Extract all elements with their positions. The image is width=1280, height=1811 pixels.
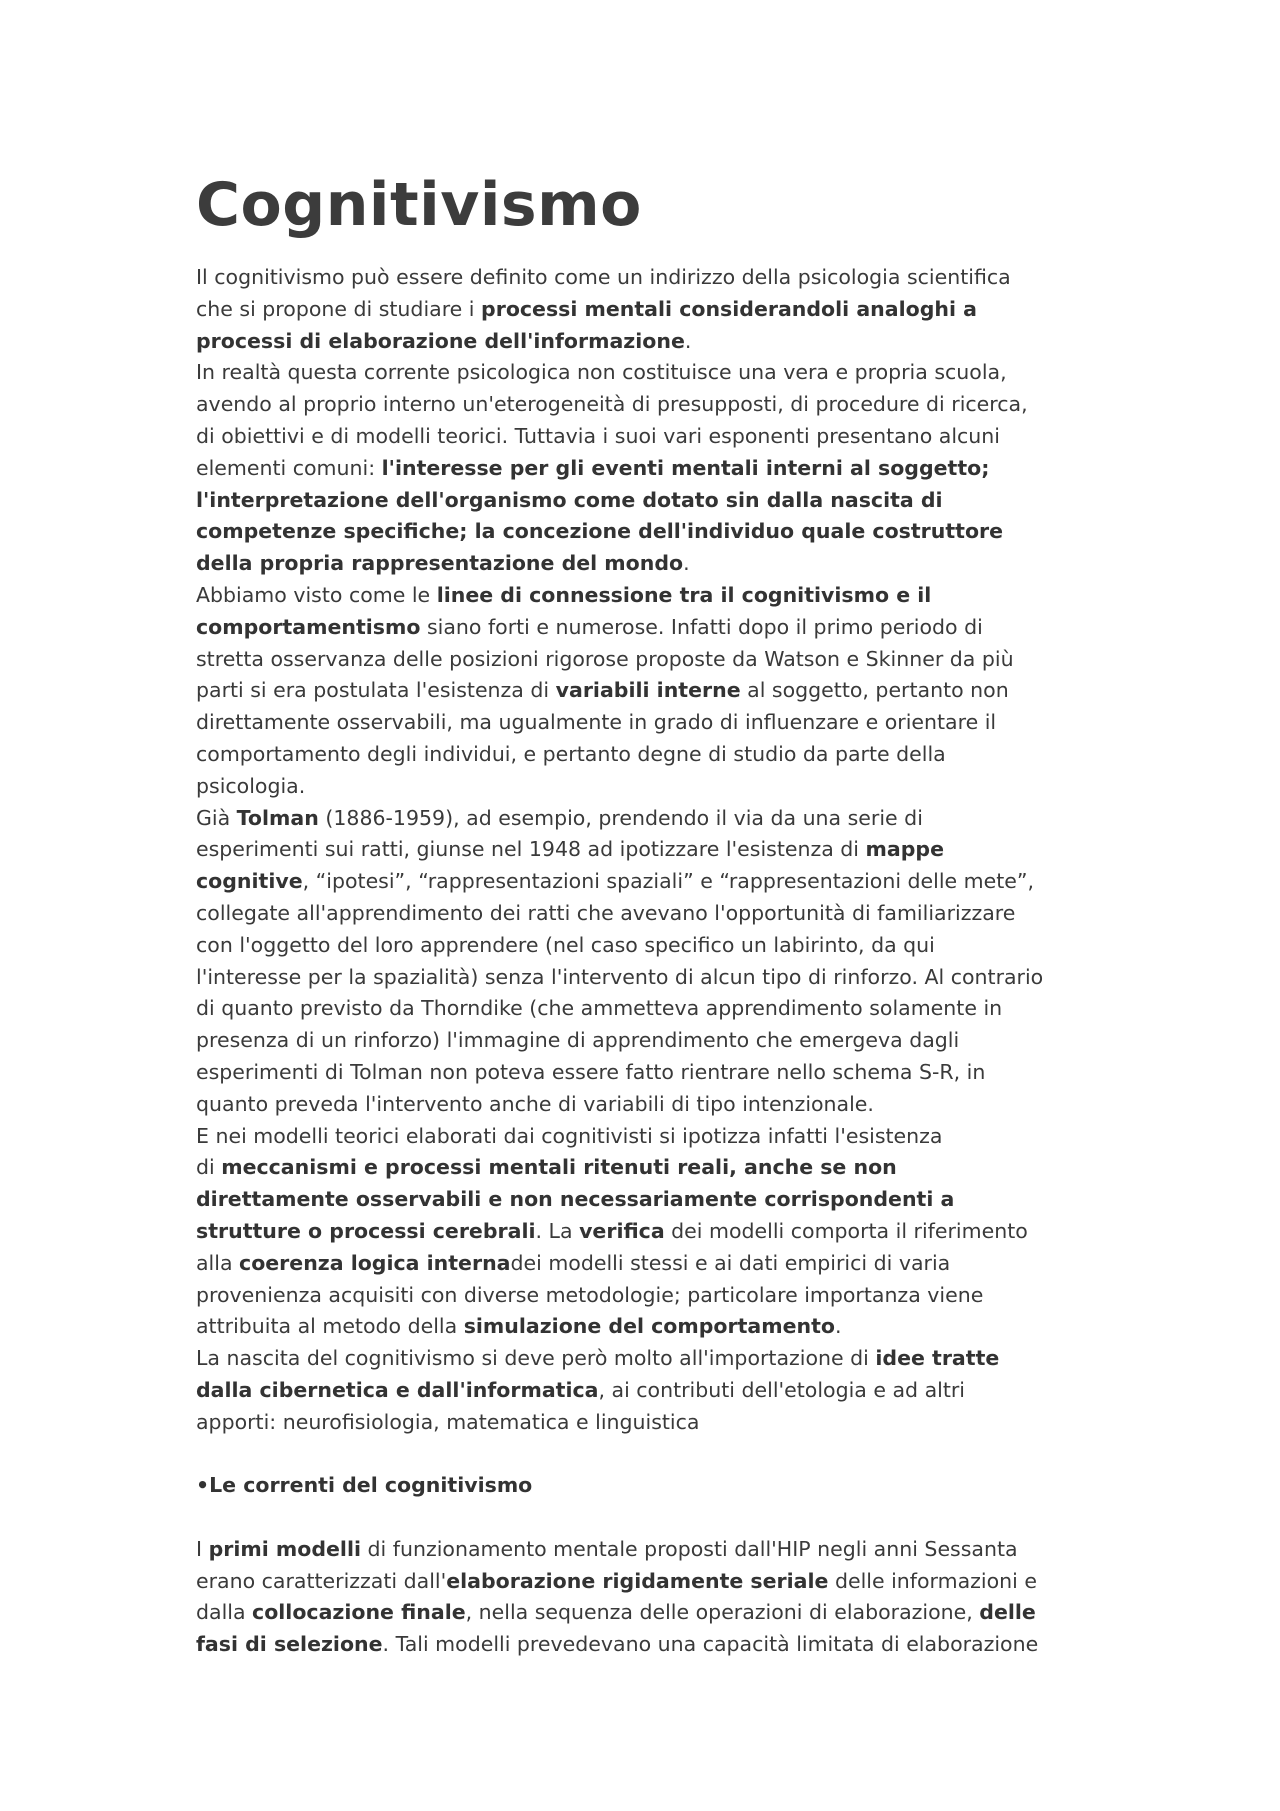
text-run: . La	[535, 1218, 580, 1243]
text-run: Già	[196, 805, 237, 830]
document-body	[196, 262, 1096, 1661]
text-line	[196, 739, 1096, 771]
text-run: , ai contributi dell'etologia e ad altri	[598, 1377, 966, 1402]
text-run: , “ipotesi”, “rappresentazioni spaziali” e “rappresentazioni delle mete”,	[302, 869, 1035, 894]
text-line	[196, 421, 1096, 453]
text-run: In realtà questa corrente psicologica non costituisce una vera e propria scuola,	[196, 360, 1007, 385]
text-run: avendo al proprio interno un'eterogeneità di presupposti, di procedure di ricerca,	[196, 392, 1028, 417]
bold-text: dalla cibernetica e dall'informatica	[196, 1377, 599, 1402]
text-run: I	[196, 1536, 209, 1561]
bold-text: simulazione del comportamento	[463, 1314, 835, 1339]
bold-text: delle	[979, 1600, 1036, 1625]
text-run: , nella sequenza delle operazioni di elaborazione,	[465, 1600, 980, 1625]
text-run: Abbiamo visto come le	[196, 582, 437, 607]
bold-text: strutture o processi cerebrali	[196, 1218, 536, 1243]
text-line	[196, 1566, 1096, 1598]
text-run: quanto preveda l'intervento anche di variabili di tipo intenzionale.	[196, 1091, 874, 1116]
page-title: Cognitivismo	[196, 170, 642, 240]
text-run: alla	[196, 1250, 240, 1275]
text-line	[196, 707, 1096, 739]
text-run: provenienza acquisiti con diverse metodologie; particolare importanza viene	[196, 1282, 984, 1307]
text-run: psicologia.	[196, 773, 306, 798]
blank-line	[196, 1502, 1096, 1534]
bold-text: linee di connessione tra il cognitivismo e il	[436, 582, 932, 607]
text-line	[196, 962, 1096, 994]
text-line	[196, 644, 1096, 676]
bold-text: meccanismi e processi mentali ritenuti reali, anche se non	[221, 1155, 897, 1180]
text-line	[196, 1375, 1096, 1407]
text-line	[196, 1407, 1096, 1439]
bold-text: processi di elaborazione dell'informazione	[196, 328, 685, 353]
text-run: parti si era postulata l'esistenza di	[196, 678, 556, 703]
text-line	[196, 1470, 1096, 1502]
text-line	[196, 675, 1096, 707]
text-line	[196, 1089, 1096, 1121]
text-run: . Tali modelli prevedevano una capacità limitata di elaborazione	[382, 1632, 1039, 1657]
text-line	[196, 803, 1096, 835]
text-line	[196, 1121, 1096, 1153]
text-line	[196, 326, 1096, 358]
text-line	[196, 993, 1096, 1025]
text-run: elementi comuni:	[196, 455, 382, 480]
document-page	[196, 170, 1096, 1661]
bold-text: collocazione finale	[252, 1600, 466, 1625]
bold-text: coerenza logica interna	[239, 1250, 511, 1275]
text-line	[196, 1343, 1096, 1375]
bold-text: l'interesse per gli eventi mentali interni al soggetto;	[381, 455, 990, 480]
text-run: di funzionamento mentale proposti dall'HIP negli anni Sessanta	[361, 1536, 1018, 1561]
text-line	[196, 357, 1096, 389]
text-line	[196, 834, 1096, 866]
text-line	[196, 580, 1096, 612]
bold-text: verifica	[579, 1218, 665, 1243]
text-line	[196, 1248, 1096, 1280]
text-line	[196, 516, 1096, 548]
text-run: delle informazioni e	[828, 1568, 1037, 1593]
bold-text: fasi di selezione	[196, 1632, 383, 1657]
text-run: La nascita del cognitivismo si deve però molto all'importazione di	[196, 1346, 876, 1371]
text-run: .	[684, 328, 692, 353]
text-run: presenza di un rinforzo) l'immagine di apprendimento che emergeva dagli	[196, 1028, 960, 1053]
text-run: siano forti e numerose. Infatti dopo il primo periodo di	[420, 614, 983, 639]
bold-text: processi mentali considerandoli analoghi a	[481, 296, 977, 321]
text-line	[196, 771, 1096, 803]
text-line	[196, 1184, 1096, 1216]
text-line	[196, 1629, 1096, 1661]
text-run: .	[683, 551, 690, 576]
text-run: con l'oggetto del loro apprendere (nel caso specifico un labirinto, da qui	[196, 932, 935, 957]
text-line	[196, 1280, 1096, 1312]
text-line	[196, 612, 1096, 644]
text-run: stretta osservanza delle posizioni rigorose proposte da Watson e Skinner da più	[196, 646, 1014, 671]
bold-text: elaborazione rigidamente seriale	[446, 1568, 829, 1593]
bold-text: comportamentismo	[196, 614, 421, 639]
text-run: direttamente osservabili, ma ugualmente in grado di influenzare e orientare il	[196, 710, 997, 735]
text-run: di	[196, 1155, 222, 1180]
text-line	[196, 1057, 1096, 1089]
text-line	[196, 548, 1096, 580]
bold-text: Tolman	[236, 805, 319, 830]
text-run: (1886-1959), ad esempio, prendendo il via da una serie di	[318, 805, 923, 830]
text-run: esperimenti di Tolman non poteva essere fatto rientrare nello schema S-R, in	[196, 1059, 986, 1084]
text-line	[196, 898, 1096, 930]
text-line	[196, 1025, 1096, 1057]
text-run: Il cognitivismo può essere definito come un indirizzo della psicologia scientifica	[196, 265, 1011, 289]
text-run: E nei modelli teorici elaborati dai cognitivisti si ipotizza infatti l'esistenza	[196, 1123, 943, 1148]
blank-line	[196, 1438, 1096, 1470]
text-line	[196, 294, 1096, 326]
text-run: dei modelli stessi e ai dati empirici di varia	[510, 1250, 951, 1275]
text-run: di quanto previsto da Thorndike (che ammetteva apprendimento solamente in	[196, 996, 1003, 1021]
bold-text: mappe	[865, 837, 944, 862]
bold-text: direttamente osservabili e non necessariamente corrispondenti a	[196, 1187, 955, 1212]
text-run: l'interesse per la spazialità) senza l'intervento di alcun tipo di rinforzo. Al contrario	[196, 964, 1044, 989]
text-line	[196, 1216, 1096, 1248]
text-line	[196, 485, 1096, 517]
text-line	[196, 866, 1096, 898]
bold-text: l'interpretazione dell'organismo come dotato sin dalla nascita di	[196, 487, 943, 512]
bold-text: primi modelli	[208, 1536, 362, 1561]
text-line	[196, 453, 1096, 485]
text-line	[196, 389, 1096, 421]
bold-text: idee tratte	[875, 1346, 1000, 1371]
text-run: collegate all'apprendimento dei ratti che avevano l'opportunità di familiarizzare	[196, 900, 1016, 925]
text-run: .	[835, 1314, 842, 1339]
text-line	[196, 1534, 1096, 1566]
text-line	[196, 1152, 1096, 1184]
bold-text: competenze specifiche; la concezione dell'individuo quale costruttore	[196, 519, 1004, 544]
text-run: apporti: neurofisiologia, matematica e linguistica	[196, 1409, 700, 1434]
text-line	[196, 1311, 1096, 1343]
text-run: che si propone di studiare i	[196, 296, 482, 321]
bold-text: variabili interne	[555, 678, 741, 703]
text-run: esperimenti sui ratti, giunse nel 1948 ad ipotizzare l'esistenza di	[196, 837, 866, 862]
text-run: dalla	[196, 1600, 253, 1625]
bold-text: •Le correnti del cognitivismo	[196, 1473, 533, 1498]
text-line	[196, 930, 1096, 962]
bold-text: cognitive	[196, 869, 303, 894]
text-run: comportamento degli individui, e pertanto degne di studio da parte della	[196, 741, 946, 766]
text-run: al soggetto, pertanto non	[740, 678, 1009, 703]
text-run: dei modelli comporta il riferimento	[664, 1218, 1028, 1243]
bold-text: della propria rappresentazione del mondo	[196, 551, 684, 576]
text-line	[196, 262, 1096, 294]
text-run: erano caratterizzati dall'	[196, 1568, 447, 1593]
text-run: di obiettivi e di modelli teorici. Tuttavia i suoi vari esponenti presentano alcuni	[196, 423, 1000, 448]
text-run: attribuita al metodo della	[196, 1314, 464, 1339]
text-line	[196, 1597, 1096, 1629]
